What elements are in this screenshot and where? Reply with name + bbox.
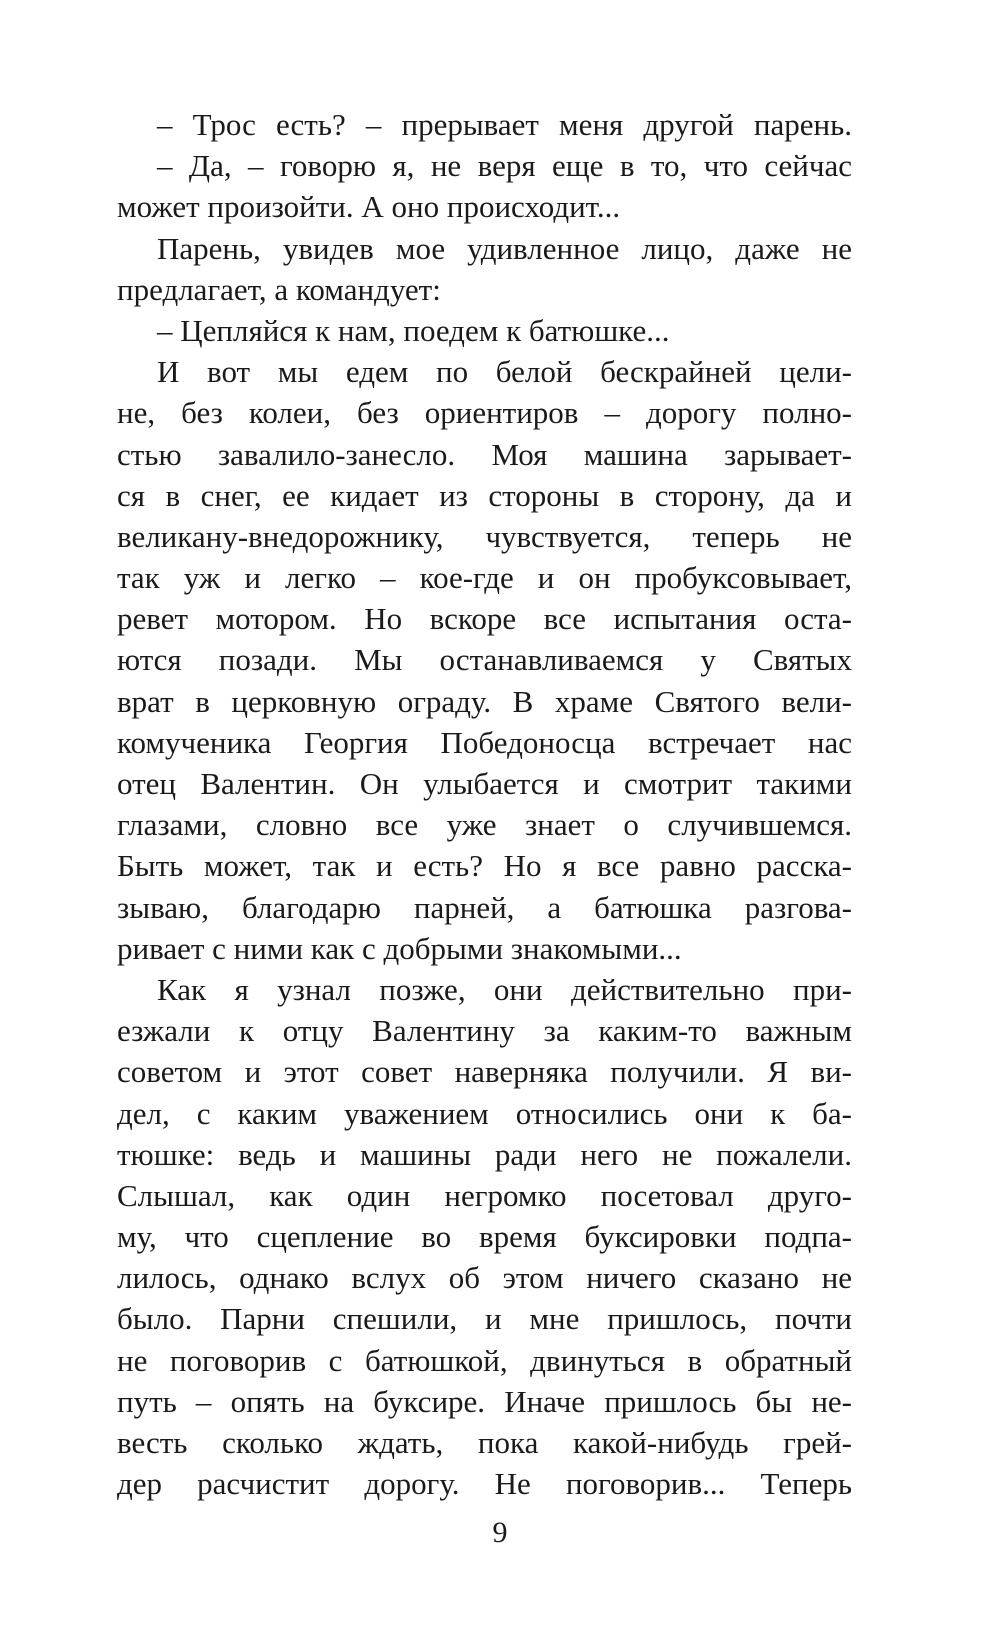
text-line: Как я узнал позже, они действительно при- [157, 971, 852, 1007]
text-line: Парень, увидев мое удивленное лицо, даже не [157, 230, 852, 266]
text-line: глазами, словно все уже знает о случившемся. [117, 807, 852, 843]
text-line: предлагает, а командует: [117, 271, 441, 307]
text-line: может произойти. А оно происходит... [117, 189, 621, 225]
body-text [117, 104, 852, 1504]
text-line: – Цепляйся к нам, поедем к батюшке... [157, 312, 670, 348]
text-line: ривает с ними как с добрыми знакомыми... [117, 930, 682, 966]
text-line: стью завалило-занесло. Моя машина зарывает- [117, 436, 852, 472]
text-line: дел, с каким уважением относились они к ба- [117, 1095, 852, 1131]
text-line: тюшке: ведь и машины ради него не пожалели. [117, 1136, 852, 1172]
text-line: езжали к отцу Валентину за каким-то важным [117, 1013, 852, 1049]
text-line: – Да, – говорю я, не веря еще в то, что сейчас [157, 148, 852, 184]
text-line: ся в снег, ее кидает из стороны в сторону, да и [117, 477, 852, 513]
text-line: му, что сцепление во время буксировки подпа- [117, 1219, 852, 1255]
text-line: Быть может, так и есть? Но я все равно расска- [117, 848, 852, 884]
text-line: лилось, однако вслух об этом ничего сказано не [117, 1260, 852, 1296]
text-line: не поговорив с батюшкой, двинуться в обратный [117, 1342, 852, 1378]
text-line: так уж и легко – кое-где и он пробуксовывает, [117, 560, 852, 596]
text-line: зываю, благодарю парней, а батюшка разгова- [117, 889, 852, 925]
text-line: – Трос есть? – прерывает меня другой парень. [157, 107, 852, 142]
text-line: отец Валентин. Он улыбается и смотрит такими [117, 766, 852, 801]
text-line: не, без колеи, без ориентиров – дорогу полно- [117, 395, 852, 431]
text-line: Слышал, как один негромко посетовал друго- [117, 1177, 852, 1213]
text-line: комученика Георгия Победоносца встречает нас [117, 724, 852, 760]
text-line: И вот мы едем по белой бескрайней цели- [157, 354, 852, 390]
text-line: врат в церковную ограду. В храме Святого вели- [117, 683, 852, 719]
text-line: было. Парни спешили, и мне пришлось, почти [117, 1301, 852, 1337]
text-line: весть сколько ждать, пока какой-нибудь грей- [117, 1425, 852, 1460]
text-line: советом и этот совет наверняка получили. Я ви- [117, 1054, 852, 1090]
page-number: 9 [492, 1516, 508, 1549]
text-line: ревет мотором. Но вскоре все испытания оста- [117, 601, 852, 637]
text-line: дер расчистит дорогу. Не поговорив... Теперь [117, 1466, 852, 1502]
text-line: великану-внедорожнику, чувствуется, теперь не [117, 518, 852, 554]
text-line: ются позади. Мы останавливаемся у Святых [117, 642, 852, 678]
text-line: путь – опять на буксире. Иначе пришлось бы не- [117, 1383, 852, 1419]
